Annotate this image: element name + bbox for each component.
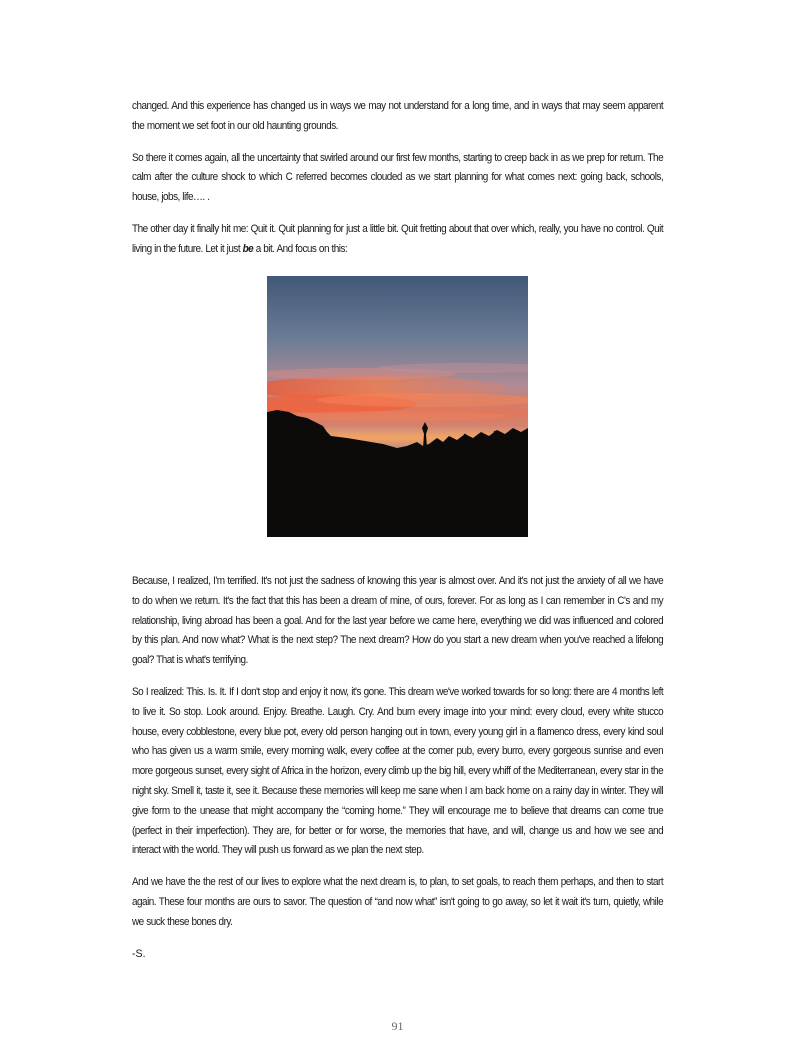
signature: -S. <box>132 947 146 960</box>
paragraph-rest-of-lives: And we have the the rest of our lives to explore what the next dream is, to plan, to set goals, to reach them perhaps, and then to start again. These four months are ours to savor. The question of “and now what” isn't going to go away, so let it wait it's turn, quietly, while we suck these bones dry. <box>132 876 664 928</box>
bottom-text-block <box>132 572 663 964</box>
quit-text-before: The other day it finally hit me: Quit it. Quit planning for just a little bit. Quit fretting about that over which, really, you have no control. Quit living in the future. Let it just <box>132 222 664 255</box>
paragraph-uncertainty: So there it comes again, all the uncertainty that swirled around our first few months, starting to creep back in as we prep for return. The calm after the culture shock to which C referred becomes clouded as we start planning for what comes next: going back, schools, house, jobs, life…. . <box>132 151 664 204</box>
paragraph-terrified: Because, I realized, I'm terrified. It's not just the sadness of knowing this year is almost over. And it's not just the anxiety of all we have to do when we return. It's the fact that this has been a dream of mine, of ours, forever. For as long as I can remember in C's and my relationship, living abroad has been a goal. And for the last year before we came here, everything we did was influenced and colored by this plan. And now what? What is the next step? The next dream? How do you start a new dream when you've reached a lifelong goal? That is what's terrifying. <box>132 575 664 667</box>
page-number: 91 <box>391 1019 404 1033</box>
paragraph-quit-it <box>132 220 663 260</box>
paragraph-changed: changed. And this experience has changed us in ways we may not understand for a long time, and in ways that may seem apparent the moment we set foot in our old haunting grounds. <box>132 100 664 132</box>
quit-text-after: a bit. And focus on this: <box>253 242 348 255</box>
sunset-photo <box>267 276 528 537</box>
top-text-block <box>132 97 663 272</box>
paragraph-this-is-it: So I realized: This. Is. It. If I don't stop and enjoy it now, it's gone. This dream we've worked towards for so long: there are 4 months left to live it. So stop. Look around. Enjoy. Breathe. Laugh. Cry. And burn every image into your mind: every cloud, every white stucco house, every cobblestone, every blue pot, every old person hanging out in town, every young girl in a flamenco dress, every kind soul who has given us a warm smile, every morning walk, every coffee at the corner pub, every burro, every gorgeous sunrise and even more gorgeous sunset, every sight of Africa in the horizon, every climb up the big hill, every whiff of the Mediterranean, every star in the night sky. Smell it, taste it, see it. Because these memories will keep me sane when I am back home on a rainy day in winter. They will give form to the unease that might accompany the “coming home.” They will encourage me to believe that dreams can come true (perfect in their imperfection). They are, for better or for worse, the memories that have, and will, change us and how we see and interact with the world. They will push us forward as we plan the next step. <box>132 685 664 857</box>
emphasis-be: be <box>242 242 254 255</box>
